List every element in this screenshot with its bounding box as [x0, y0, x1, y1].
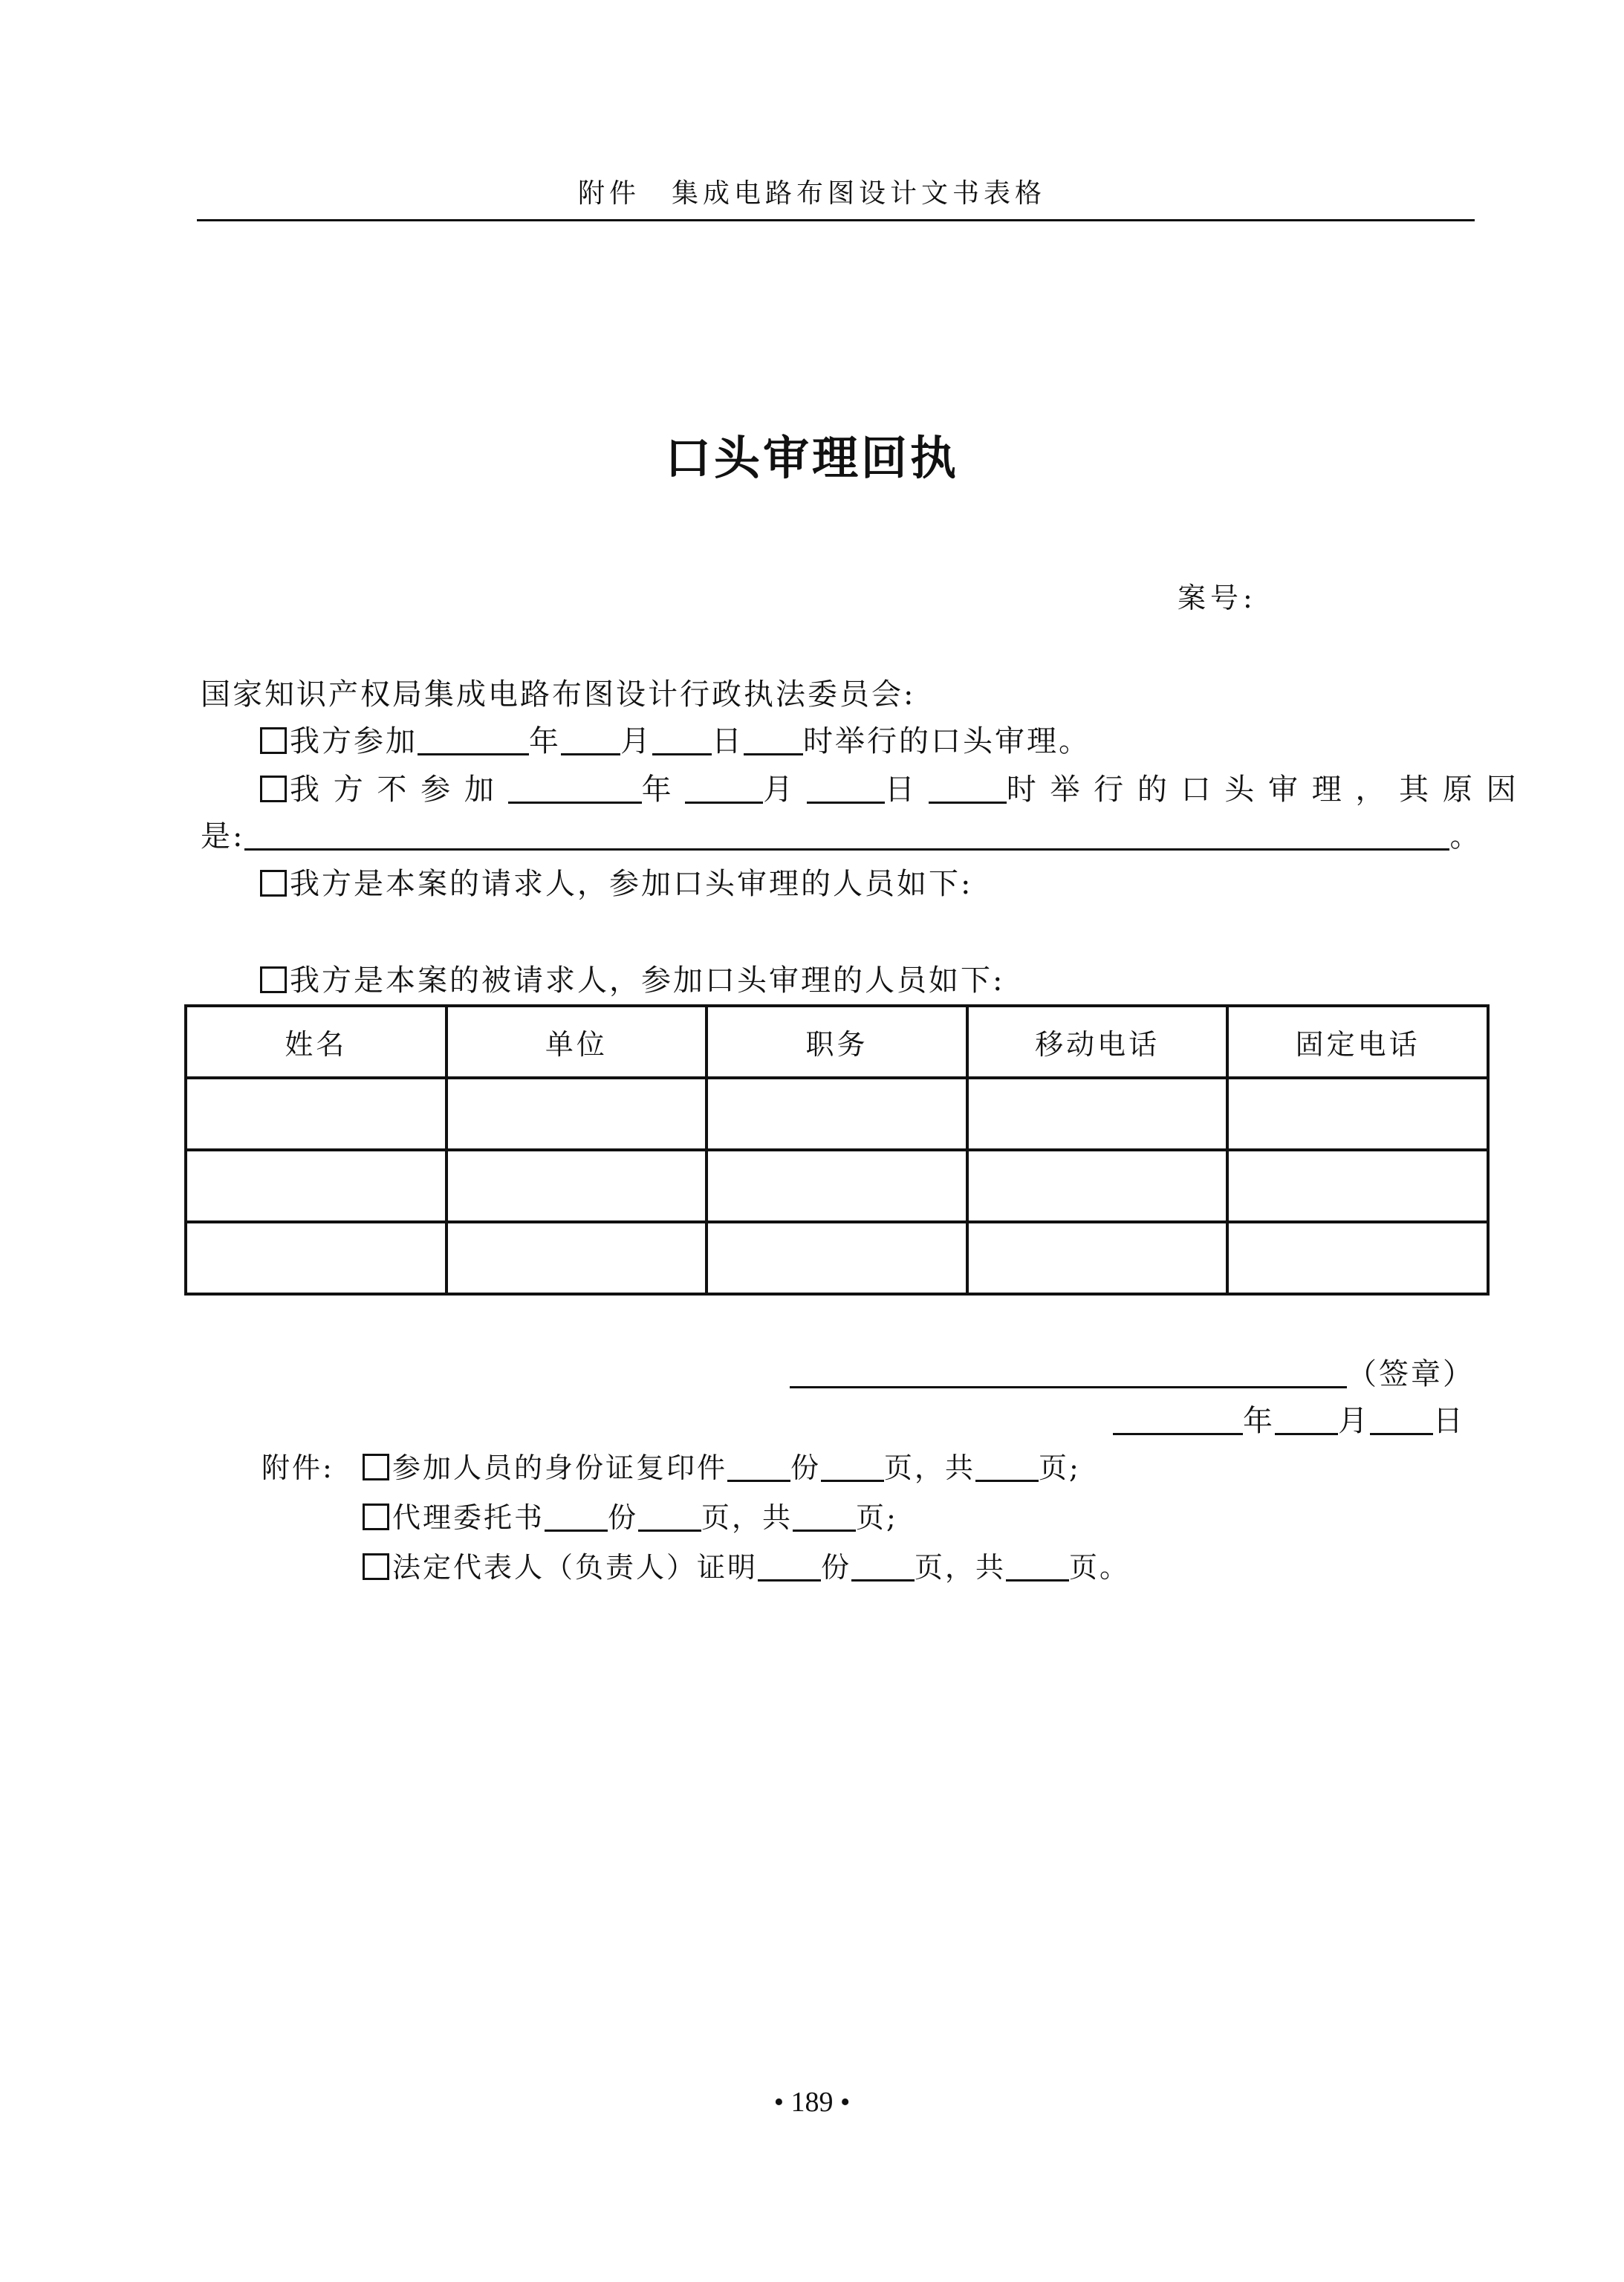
attachment-text: 参加人员的身份证复印件: [392, 1452, 728, 1484]
attend-month-label: 月: [620, 724, 652, 758]
copies-label: 份: [790, 1452, 822, 1484]
attend-checkbox[interactable]: [260, 727, 287, 754]
copies-field[interactable]: [758, 1553, 821, 1582]
table-row: [186, 1222, 1488, 1294]
attachment-checkbox[interactable]: [363, 1504, 389, 1530]
not-attend-checkbox[interactable]: [260, 776, 287, 802]
attend-year-label: 年: [529, 724, 561, 758]
attend-day-field[interactable]: [652, 726, 712, 755]
table-row: [186, 1078, 1488, 1150]
attendee-table: [184, 1004, 1490, 1296]
attachment-text: 代理委托书: [392, 1501, 545, 1534]
total-label: 页。: [1069, 1551, 1131, 1584]
page-number: • 189 •: [773, 2087, 851, 2118]
header-mobile: 移动电话: [967, 1006, 1228, 1078]
total-label: 页;: [1039, 1452, 1081, 1484]
attend-prefix: 我方参加: [290, 724, 418, 758]
pages-field[interactable]: [851, 1553, 915, 1582]
sign-month-field[interactable]: [1275, 1406, 1338, 1435]
total-field[interactable]: [793, 1503, 856, 1532]
not-attend-hour-field[interactable]: [929, 775, 1007, 804]
sign-month-label: 月: [1338, 1404, 1370, 1438]
attachment-item: [363, 1545, 1130, 1590]
header-name: 姓名: [186, 1006, 446, 1078]
reason-label: 是:: [201, 819, 245, 854]
not-attend-day-label: 日: [885, 773, 917, 807]
not-attend-month-label: 月: [763, 773, 796, 807]
not-attend-prefix: 我 方 不 参 加: [290, 773, 496, 807]
attachment-item: [363, 1446, 1081, 1490]
attachment-text: 法定代表人（负责人）证明: [392, 1551, 759, 1584]
attend-year-field[interactable]: [418, 726, 529, 755]
requester-label: 我方是本案的请求人，参加口头审理的人员如下:: [290, 867, 973, 901]
copies-label: 份: [608, 1501, 639, 1534]
option-not-attend: [260, 767, 1519, 812]
copies-label: 份: [821, 1551, 852, 1584]
respondent-checkbox[interactable]: [260, 966, 287, 993]
table-cell[interactable]: [967, 1150, 1228, 1222]
reason-row: [201, 814, 1482, 859]
option-requester: [260, 862, 972, 906]
attachment-checkbox[interactable]: [363, 1553, 389, 1580]
reason-field[interactable]: [244, 822, 1449, 851]
table-cell[interactable]: [446, 1222, 707, 1294]
attend-day-label: 日: [712, 724, 744, 758]
header-position: 职务: [707, 1006, 967, 1078]
table-cell[interactable]: [1227, 1150, 1488, 1222]
not-attend-year-field[interactable]: [508, 775, 642, 804]
not-attend-day-field[interactable]: [807, 775, 885, 804]
table-cell[interactable]: [707, 1150, 967, 1222]
pages-field[interactable]: [821, 1453, 884, 1482]
pages-label: 页，共: [915, 1551, 1007, 1584]
sign-day-field[interactable]: [1370, 1406, 1433, 1435]
table-cell[interactable]: [186, 1078, 446, 1150]
attachments-label: 附件:: [262, 1452, 334, 1484]
running-header: 附件 集成电路布图设计文书表格: [577, 178, 1046, 209]
copies-field[interactable]: [727, 1453, 790, 1482]
reason-end: 。: [1449, 819, 1482, 854]
not-attend-year-label: 年: [641, 773, 674, 807]
attend-month-field[interactable]: [561, 726, 620, 755]
sign-day-label: 日: [1433, 1404, 1465, 1438]
addressee: 国家知识产权局集成电路布图设计行政执法委员会:: [201, 677, 916, 712]
table-cell[interactable]: [186, 1222, 446, 1294]
signature-field[interactable]: [790, 1359, 1347, 1388]
total-field[interactable]: [975, 1453, 1039, 1482]
header-rule: [197, 219, 1475, 221]
document-title: 口头审理回执: [664, 431, 959, 485]
table-cell[interactable]: [707, 1222, 967, 1294]
pages-label: 页，共: [701, 1501, 793, 1534]
attachment-checkbox[interactable]: [363, 1454, 389, 1480]
table-cell[interactable]: [1227, 1222, 1488, 1294]
table-cell[interactable]: [446, 1078, 707, 1150]
table-cell[interactable]: [967, 1078, 1228, 1150]
table-row: [186, 1150, 1488, 1222]
attend-hour-field[interactable]: [744, 726, 803, 755]
option-attend: [260, 719, 1091, 764]
table-cell[interactable]: [707, 1078, 967, 1150]
pages-field[interactable]: [638, 1503, 701, 1532]
table-cell[interactable]: [967, 1222, 1228, 1294]
total-label: 页;: [856, 1501, 898, 1534]
case-number-label: 案号:: [1178, 582, 1257, 614]
table-header-row: [186, 1006, 1488, 1078]
signature-row: [790, 1352, 1475, 1397]
header-unit: 单位: [446, 1006, 707, 1078]
sign-year-field[interactable]: [1113, 1406, 1243, 1435]
pages-label: 页，共: [884, 1452, 976, 1484]
respondent-label: 我方是本案的被请求人，参加口头审理的人员如下:: [290, 963, 1005, 998]
requester-checkbox[interactable]: [260, 870, 287, 897]
attend-suffix: 时举行的口头审理。: [803, 724, 1091, 758]
total-field[interactable]: [1006, 1553, 1069, 1582]
table-cell[interactable]: [446, 1150, 707, 1222]
copies-field[interactable]: [545, 1503, 608, 1532]
option-respondent: [260, 958, 1004, 1003]
attachment-item: [363, 1495, 898, 1540]
sign-date-row: [1113, 1399, 1465, 1443]
table-cell[interactable]: [186, 1150, 446, 1222]
not-attend-month-field[interactable]: [685, 775, 763, 804]
signature-label: （签章）: [1347, 1357, 1475, 1391]
header-landline: 固定电话: [1227, 1006, 1488, 1078]
not-attend-suffix: 时 举 行 的 口 头 审 理 ， 其 原 因: [1006, 773, 1519, 807]
sign-year-label: 年: [1243, 1404, 1275, 1438]
table-cell[interactable]: [1227, 1078, 1488, 1150]
